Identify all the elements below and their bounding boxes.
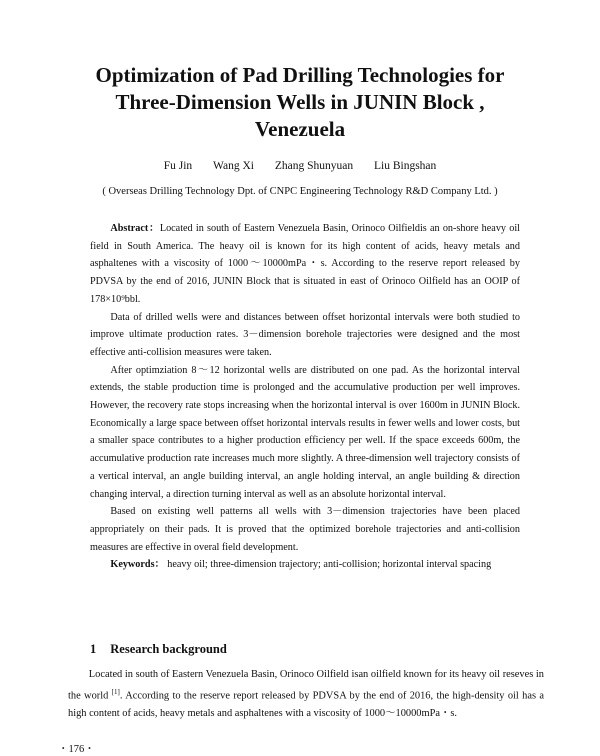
author: Wang Xi [213, 160, 254, 172]
body-text-a: Located in south of Eastern Venezuela Basin, Orinoco Oilfield isan oilfield known for its heavy oil reseves in the world [68, 669, 544, 702]
affiliation: ( Overseas Drilling Technology Dpt. of CNPC Engineering Technology R&D Company Ltd. ) [102, 186, 498, 197]
page-number: ・176・ [58, 744, 95, 755]
section-body [68, 666, 544, 723]
abstract [90, 220, 520, 574]
paper-title [40, 62, 560, 143]
abstract-paragraph-4: Based on existing well patterns all wells with 3－dimension trajectories have been placed appropriately on their pads. It is proved that the optimized borehole trajectories and anti-collision measures are effective in overal field development. [90, 506, 520, 553]
section-number: 1 [90, 642, 97, 656]
author-list [0, 160, 600, 172]
section-heading [90, 642, 227, 657]
title-line-2: Three-Dimension Wells in JUNIN Block , [115, 90, 485, 114]
author: Zhang Shunyuan [274, 160, 354, 172]
author: Fu Jin [163, 160, 193, 172]
keywords [90, 556, 520, 574]
abstract-text: Located in south of Eastern Venezuela Basin, Orinoco Oilfieldis an on-shore heavy oil field in South America. The heavy oil is known for its high content of acids, heavy metals and asphaltenes with a viscosity of 1000～10000mPa・s. According to the reserve report released by PDVSA by the end of 2016, JUNIN Block that is situated in east of Orinoco Oilfield has an OOIP of 178×10⁹bbl. [90, 223, 520, 305]
title-line-1: Optimization of Pad Drilling Technologies for [95, 63, 505, 87]
keywords-label: Keywords： [110, 559, 165, 571]
abstract-paragraph-3: After optimziation 8～12 horizontal wells are distributed on one pad. As the horizontal interval extends, the stable production time is prolonged and the accumulative production per well improves. However, the recovery rate stops increasing when the horizontal interval is over 1600m in JUNIN Block. Economically a large space between offset horizontal intervals results in fewer wells and lower costs, but a smaller space contributes to a higher production efficiency per well. If the space exceeds 600m, the accumulative production rate increases much more slightly. A three-dimension well trajectory consists of a vertical interval, an angle building interval, an angle holding interval, an angle building & direction changing interval, a direction turning interval as well as an absolute horizontal interval. [90, 364, 520, 500]
keywords-text: heavy oil; three-dimension trajectory; anti-collision; horizontal interval spacing [167, 559, 492, 571]
title-line-3: Venezuela [254, 117, 346, 141]
section-title: Research background [110, 642, 227, 656]
body-text-b: . According to the reserve report released by PDVSA by the end of 2016, the high-density oil has a high content of acids, heavy metals and asphaltenes with a viscosity of 1000～10000mPa・s. [68, 690, 544, 719]
body-paragraph [68, 666, 544, 723]
author: Liu Bingshan [373, 160, 437, 172]
citation: [1] [111, 687, 120, 696]
abstract-paragraph-2: Data of drilled wells were and distances between offset horizontal intervals were both studied to improve ultimate production rates. 3－dimension borehole trajectories were designed and the most effective anti-collision measures were taken. [90, 311, 520, 358]
abstract-label: Abstract： [110, 223, 160, 234]
abstract-paragraph-1 [90, 220, 520, 309]
